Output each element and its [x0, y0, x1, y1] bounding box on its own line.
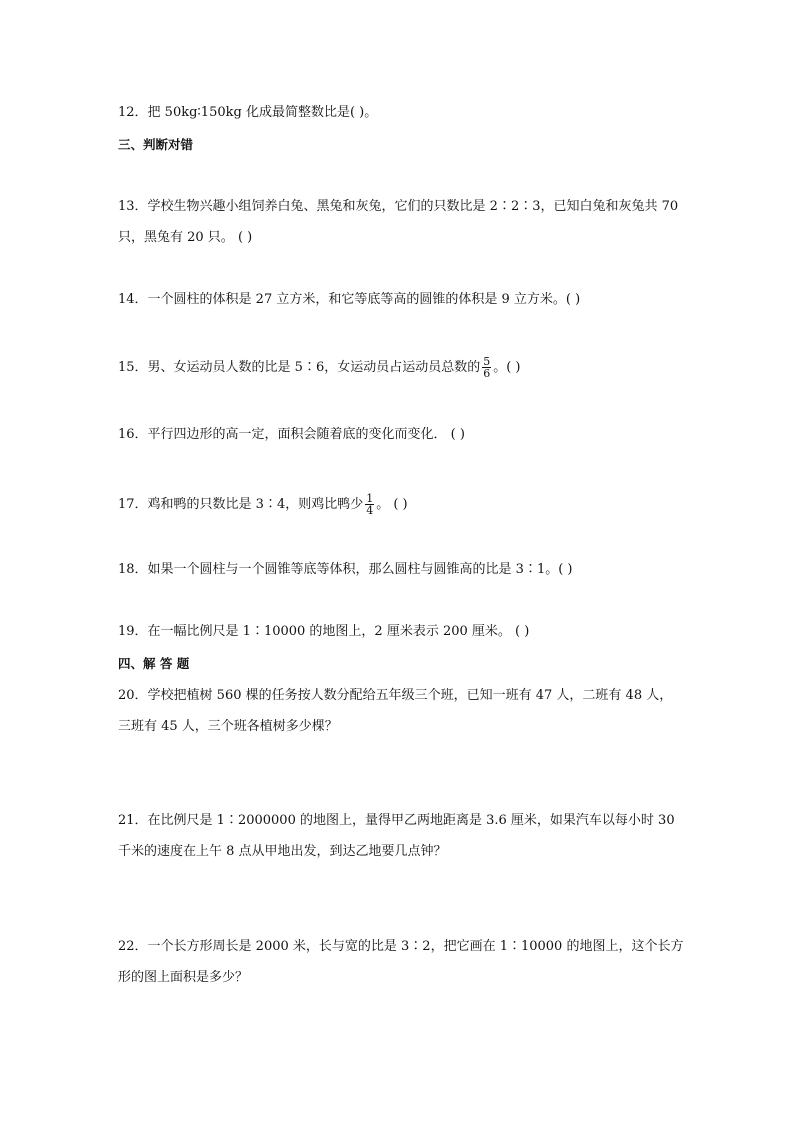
question-15	[118, 356, 521, 379]
question-14: 14．一个圆柱的体积是 27 立方米，和它等底等高的圆锥的体积是 9 立方米。( )	[118, 292, 581, 307]
question-19: 19．在一幅比例尺是 1∶10000 的地图上，2 厘米表示 200 厘米。 ( )	[118, 624, 530, 639]
question-17-answer-blank: 。 ( )	[376, 497, 408, 512]
question-17	[118, 493, 408, 516]
section-heading-judge: 三、判断对错	[118, 137, 194, 152]
fraction-five-sixths	[482, 356, 491, 379]
question-13-line-1: 13．学校生物兴趣小组饲养白兔、黑兔和灰兔，它们的只数比是 2∶2∶3，已知白兔和灰兔共 70	[118, 199, 679, 214]
question-21-line-1: 21．在比例尺是 1∶2000000 的地图上，量得甲乙两地距离是 3.6 厘米，如果汽车以每小时 30	[118, 813, 675, 828]
fraction-denominator: 6	[483, 367, 491, 380]
fraction-numerator: 1	[366, 492, 374, 505]
fraction-numerator: 5	[483, 355, 491, 368]
question-20-line-2: 三班有 45 人，三个班各植树多少棵？	[118, 719, 338, 734]
question-16: 16．平行四边形的高一定，面积会随着底的变化而变化． ( )	[118, 427, 465, 442]
question-18: 18．如果一个圆柱与一个圆锥等底等体积，那么圆柱与圆锥高的比是 3∶1。( )	[118, 562, 573, 577]
fraction-one-quarter	[365, 493, 374, 516]
question-12: 12．把 50kg∶150kg 化成最简整数比是( )。	[118, 105, 378, 120]
question-15-text: 15．男、女运动员人数的比是 5∶6，女运动员占运动员总数的	[118, 360, 481, 375]
question-21-line-2: 千米的速度在上午 8 点从甲地出发，到达乙地要几点钟？	[118, 844, 447, 859]
question-13-line-2: 只，黑兔有 20 只。 ( )	[118, 230, 253, 245]
question-22-line-2: 形的图上面积是多少？	[118, 970, 249, 985]
question-22-line-1: 22．一个长方形周长是 2000 米，长与宽的比是 3∶2，把它画在 1∶10000 的地图上，这个长方	[118, 939, 684, 954]
section-heading-answer: 四、解 答 题	[118, 656, 190, 671]
question-20-line-1: 20．学校把植树 560 棵的任务按人数分配给五年级三个班，已知一班有 47 人，二班有 48 人，	[118, 688, 673, 703]
question-15-answer-blank: 。( )	[493, 360, 521, 375]
question-17-text: 17．鸡和鸭的只数比是 3∶4，则鸡比鸭少	[118, 497, 364, 512]
fraction-denominator: 4	[366, 504, 374, 517]
